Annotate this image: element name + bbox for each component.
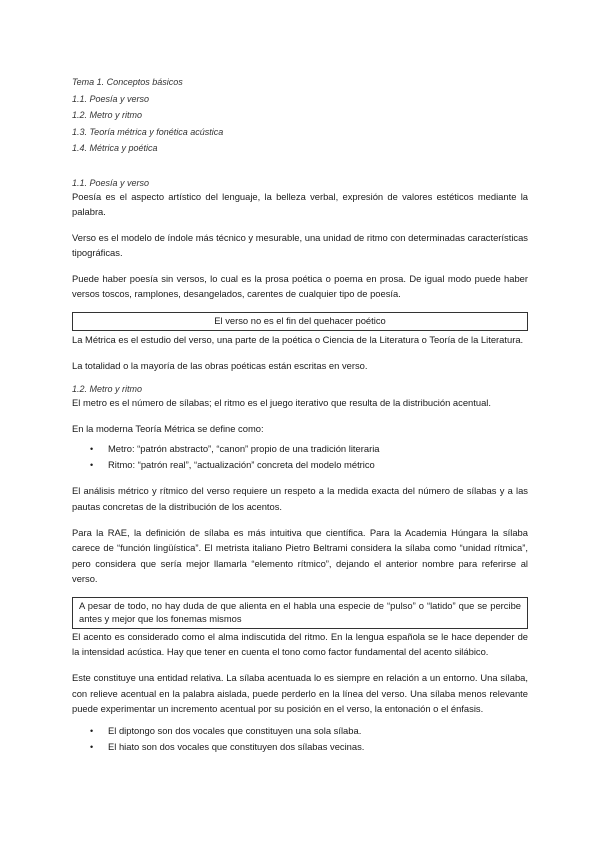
list-item: • Ritmo: “patrón real”, “actualización” concreta del modelo métrico — [72, 457, 528, 473]
bullet-list — [72, 723, 528, 755]
document-page — [72, 74, 528, 755]
section-heading: 1.1. Poesía y verso — [72, 177, 150, 188]
list-item: • Metro: “patrón abstracto”, “canon” propio de una tradición literaria — [72, 441, 528, 457]
paragraph: Verso es el modelo de índole más técnico y mesurable, una unidad de ritmo con determinadas características tipográficas. — [72, 231, 528, 259]
bullet-icon: • — [90, 741, 94, 752]
table-of-contents — [72, 74, 528, 157]
highlight-box: A pesar de todo, no hay duda de que alienta en el habla una especie de “pulso” o “latido” que se percibe antes y mejor que los fonemas mismos — [72, 597, 528, 629]
paragraph: El acento es considerado como el alma indiscutida del ritmo. En la lengua española se le hace depender de la intensidad acústica. Hay que tener en cuenta el tono como factor fundamental del acento silábico. — [72, 630, 528, 658]
toc-title: Tema 1. Conceptos básicos — [72, 77, 183, 87]
paragraph: En la moderna Teoría Métrica se define como: — [72, 422, 264, 434]
toc-item: 1.4. Métrica y poética — [72, 143, 158, 153]
highlight-box: El verso no es el fin del quehacer poético — [72, 312, 528, 331]
toc-item: 1.3. Teoría métrica y fonética acústica — [72, 126, 224, 137]
bullet-icon: • — [90, 725, 94, 736]
list-item: • El diptongo son dos vocales que constituyen una sola sílaba. — [72, 723, 528, 739]
paragraph: Este constituye una entidad relativa. La sílaba acentuada lo es siempre en relación a un entorno. Una sílaba, con relieve acentual en la palabra aislada, puede perderlo en la línea del verso. Una sílaba menos relevante puede experimentar un incremento acentual por su posición en el verso, la entonación o el énfasis. — [72, 672, 528, 715]
paragraph: Para la RAE, la definición de sílaba es más intuitiva que científica. Para la Academia Húngara la sílaba carece de “función lingüística”. El metrista italiano Pietro Beltrami considera la sílaba como “unidad rítmica”, pero considera que sería mejor llamarla “elemento rítmico”, dejando el anterior nombre para referirse al verso. — [72, 526, 528, 585]
list-item: • El hiato son dos vocales que constituyen dos sílabas vecinas. — [72, 739, 528, 755]
paragraph: El metro es el número de sílabas; el ritmo es el juego iterativo que resulta de la distribución acentual. — [72, 397, 491, 409]
section-heading: 1.2. Metro y ritmo — [72, 384, 143, 395]
bullet-icon: • — [90, 444, 94, 455]
toc-item: 1.1. Poesía y verso — [72, 93, 150, 104]
bullet-icon: • — [90, 460, 94, 471]
toc-item: 1.2. Metro y ritmo — [72, 110, 143, 120]
paragraph: Puede haber poesía sin versos, lo cual es la prosa poética o poema en prosa. De igual modo puede haber versos toscos, ramplones, desangelados, carentes de cualquier tipo de poesía. — [72, 272, 528, 300]
paragraph: Poesía es el aspecto artístico del lenguaje, la belleza verbal, expresión de valores estéticos mediante la palabra. — [72, 190, 528, 218]
bullet-list — [72, 441, 528, 473]
paragraph: La Métrica es el estudio del verso, una parte de la poética o Ciencia de la Literatura o Teoría de la Literatura. — [72, 334, 524, 346]
paragraph: El análisis métrico y rítmico del verso requiere un respeto a la medida exacta del número de sílabas y a las pautas concretas de la distribución de los acentos. — [72, 485, 528, 513]
paragraph: La totalidad o la mayoría de las obras poéticas están escritas en verso. — [72, 359, 368, 371]
